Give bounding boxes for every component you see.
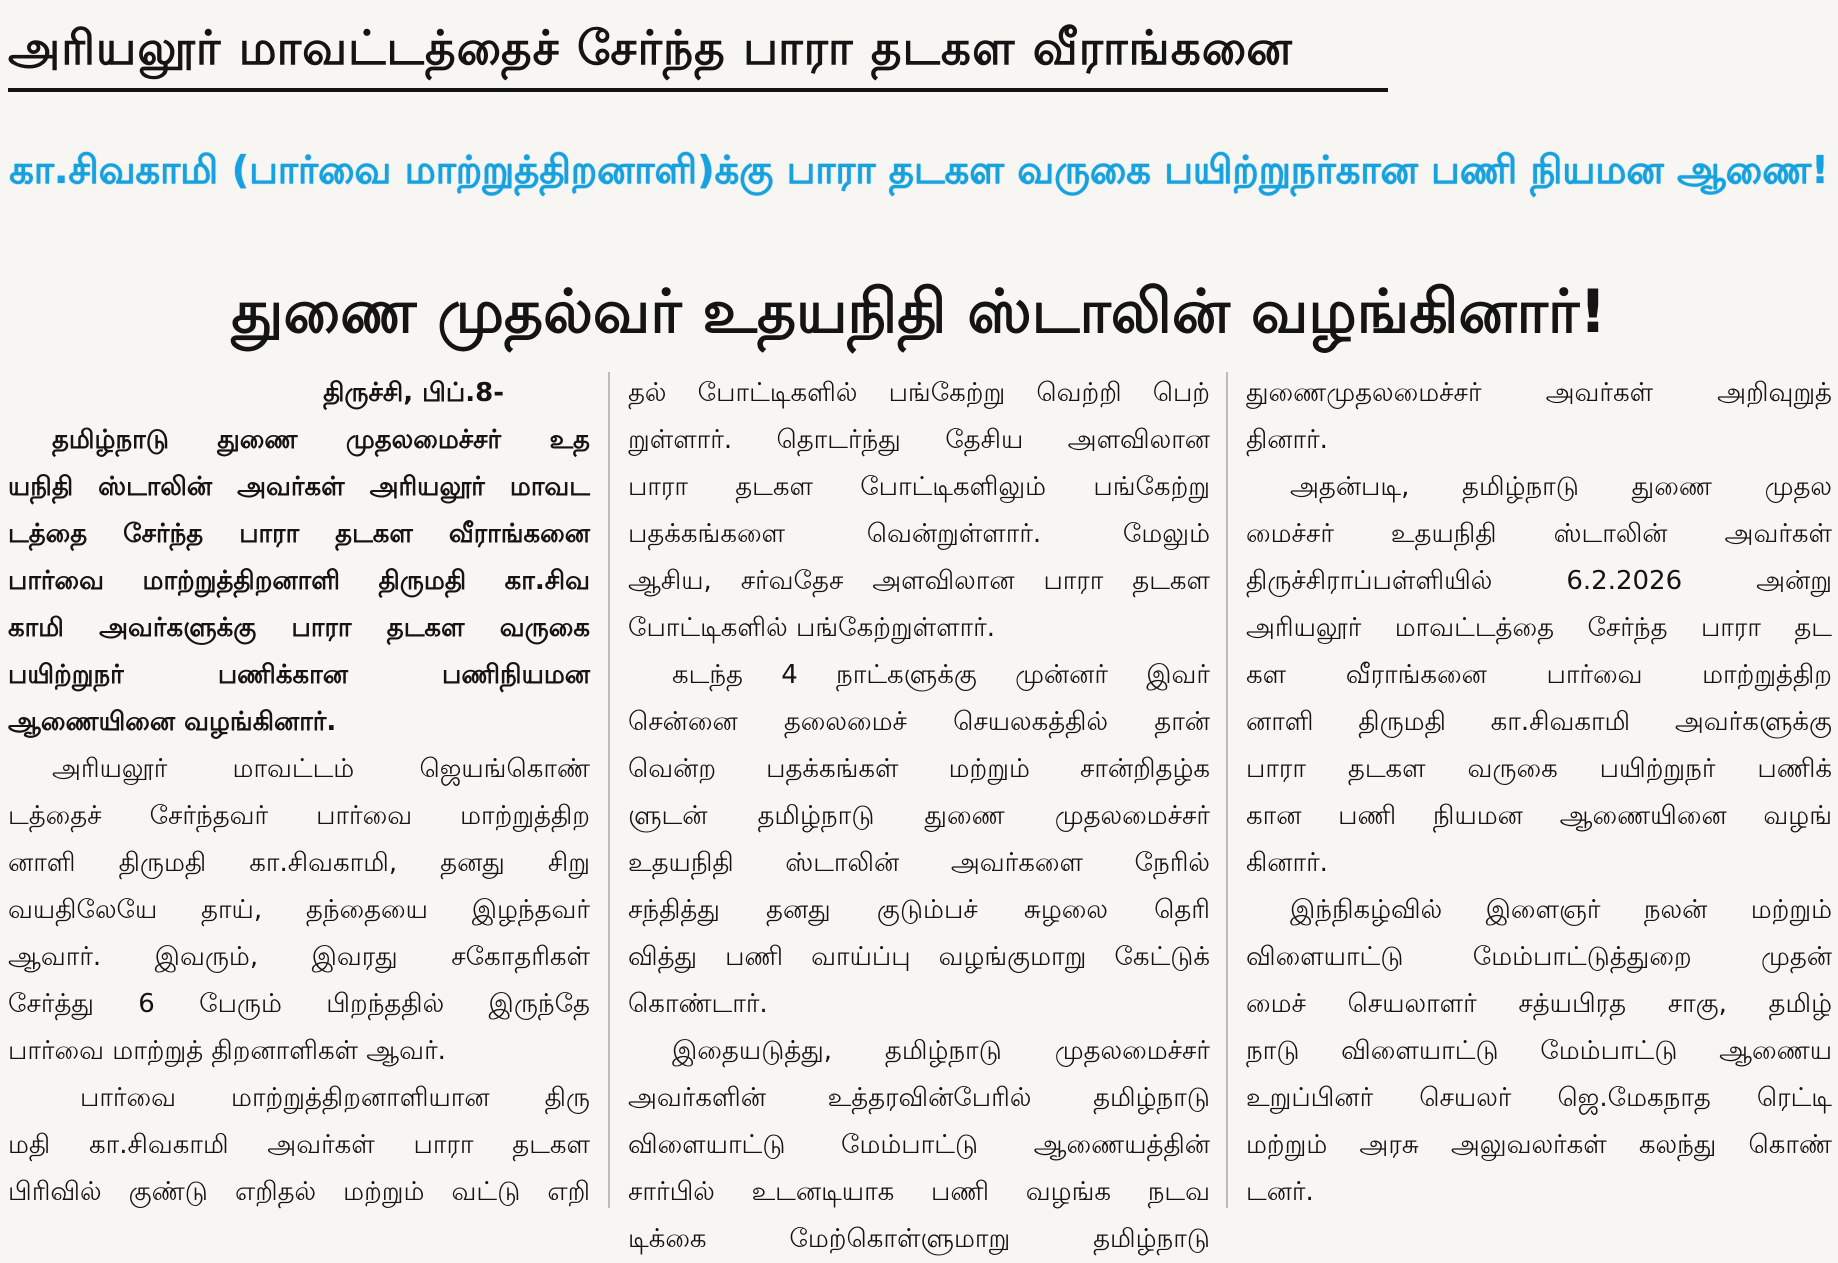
text-line: சேர்த்து 6 பேரும் பிறந்ததில் இருந்தே	[8, 989, 590, 1019]
text-line: சார்பில் உடனடியாக பணி வழங்க நடவ	[628, 1177, 1210, 1207]
text-line: அரியலூர் மாவட்டம் ஜெயங்கொண்	[52, 754, 590, 784]
article-column-1	[8, 370, 590, 1208]
text-line: பார்வை மாற்றுத் திறனாளிகள் ஆவர்.	[8, 1036, 446, 1066]
text-line: திருச்சிராப்பள்ளியில் 6.2.2026 அன்று	[1246, 566, 1832, 596]
text-line: பார்வை மாற்றுத்திறனாளி திருமதி கா.சிவ	[8, 566, 590, 596]
text-line: உறுப்பினர் செயலர் ஜெ.மேகநாத ரெட்டி	[1246, 1083, 1832, 1113]
text-line: அதன்படி, தமிழ்நாடு துணை முதல	[1290, 472, 1832, 502]
text-line: மற்றும் அரசு அலுவலர்கள் கலந்து கொண்	[1246, 1130, 1832, 1160]
text-line: வயதிலேயே தாய், தந்தையை இழந்தவர்	[8, 895, 590, 925]
text-line: பாரா தடகள வருகை பயிற்றுநர் பணிக்	[1246, 754, 1832, 784]
text-line: மைச் செயலாளர் சத்யபிரத சாகு, தமிழ்	[1246, 989, 1832, 1019]
text-line: மைச்சர் உதயநிதி ஸ்டாலின் அவர்கள்	[1246, 519, 1832, 549]
text-line: யநிதி ஸ்டாலின் அவர்கள் அரியலூர் மாவட	[8, 472, 590, 502]
dateline: திருச்சி, பிப்.8-	[323, 378, 504, 408]
text-line: கொண்டார்.	[628, 989, 768, 1019]
text-line: கான பணி நியமன ஆணையினை வழங்	[1246, 801, 1832, 831]
text-line: னாளி திருமதி கா.சிவகாமி அவர்களுக்கு	[1246, 707, 1832, 737]
text-line: பாரா தடகள போட்டிகளிலும் பங்கேற்று	[628, 472, 1210, 502]
text-line: விளையாட்டு மேம்பாட்டுத்துறை முதன்	[1246, 942, 1832, 972]
text-line: ஆவார். இவரும், இவரது சகோதரிகள்	[8, 942, 590, 972]
text-line: சந்தித்து தனது குடும்பச் சுழலை தெரி	[628, 895, 1210, 925]
text-line: கடந்த 4 நாட்களுக்கு முன்னர் இவர்	[672, 660, 1210, 690]
text-line: பார்வை மாற்றுத்திறனாளியான திரு	[80, 1083, 590, 1113]
text-line: வித்து பணி வாய்ப்பு வழங்குமாறு கேட்டுக்	[628, 942, 1210, 972]
text-line: ஆணையினை வழங்கினார்.	[8, 707, 337, 737]
text-line: டிக்கை மேற்கொள்ளுமாறு தமிழ்நாடு	[628, 1224, 1210, 1254]
column-divider	[1226, 372, 1228, 1208]
text-line: டனர்.	[1246, 1177, 1314, 1207]
text-line: பிரிவில் குண்டு எறிதல் மற்றும் வட்டு எறி	[8, 1177, 590, 1207]
text-line: னாளி திருமதி கா.சிவகாமி, தனது சிறு	[8, 848, 590, 878]
text-line: தமிழ்நாடு துணை முதலமைச்சர் உத	[52, 425, 590, 455]
text-line: பதக்கங்களை வென்றுள்ளார். மேலும்	[628, 519, 1210, 549]
text-line: மதி கா.சிவகாமி அவர்கள் பாரா தடகள	[8, 1130, 590, 1160]
text-line: ளுடன் தமிழ்நாடு துணை முதலமைச்சர்	[628, 801, 1210, 831]
text-line: உதயநிதி ஸ்டாலின் அவர்களை நேரில்	[628, 848, 1210, 878]
text-line: றுள்ளார். தொடர்ந்து தேசிய அளவிலான	[628, 425, 1210, 455]
text-line: போட்டிகளில் பங்கேற்றுள்ளார்.	[628, 613, 995, 643]
text-line: காமி அவர்களுக்கு பாரா தடகள வருகை	[8, 613, 590, 643]
text-line: டத்தைச் சேர்ந்தவர் பார்வை மாற்றுத்திற	[8, 801, 590, 831]
sub-headline: துணை முதல்வர் உதயநிதி ஸ்டாலின் வழங்கினார்!	[231, 277, 1607, 347]
text-line: டத்தை சேர்ந்த பாரா தடகள வீராங்கனை	[8, 519, 590, 549]
text-line: அரியலூர் மாவட்டத்தை சேர்ந்த பாரா தட	[1246, 613, 1832, 643]
article-column-3	[1246, 370, 1832, 1208]
text-line: இந்நிகழ்வில் இளைஞர் நலன் மற்றும்	[1290, 895, 1832, 925]
text-line: அவர்களின் உத்தரவின்பேரில் தமிழ்நாடு	[628, 1083, 1210, 1113]
text-line: இதையடுத்து, தமிழ்நாடு முதலமைச்சர்	[672, 1036, 1210, 1066]
text-line: விளையாட்டு மேம்பாட்டு ஆணையத்தின்	[628, 1130, 1210, 1160]
kicker-headline: அரியலூர் மாவட்டத்தைச் சேர்ந்த பாரா தடகள வீராங்கனை	[8, 10, 1388, 92]
main-headline: கா.சிவகாமி (பார்வை மாற்றுத்திறனாளி)க்கு பாரா தடகள வருகை பயிற்றுநர்கான பணி நியமன ஆணை!	[9, 148, 1829, 193]
text-line: நாடு விளையாட்டு மேம்பாட்டு ஆணைய	[1246, 1036, 1832, 1066]
text-line: ஆசிய, சர்வதேச அளவிலான பாரா தடகள	[628, 566, 1210, 596]
text-line: துணைமுதலமைச்சர் அவர்கள் அறிவுறுத்	[1246, 378, 1832, 408]
text-line: கள வீராங்கனை பார்வை மாற்றுத்திற	[1246, 660, 1832, 690]
text-line: கினார்.	[1246, 848, 1328, 878]
text-line: பயிற்றுநர் பணிக்கான பணிநியமன	[8, 660, 590, 690]
text-line: வென்ற பதக்கங்கள் மற்றும் சான்றிதழ்க	[628, 754, 1210, 784]
column-divider	[608, 372, 610, 1208]
text-line: தல் போட்டிகளில் பங்கேற்று வெற்றி பெற்	[628, 378, 1210, 408]
article-column-2	[628, 370, 1210, 1254]
text-line: சென்னை தலைமைச் செயலகத்தில் தான்	[628, 707, 1210, 737]
text-line: தினார்.	[1246, 425, 1328, 455]
